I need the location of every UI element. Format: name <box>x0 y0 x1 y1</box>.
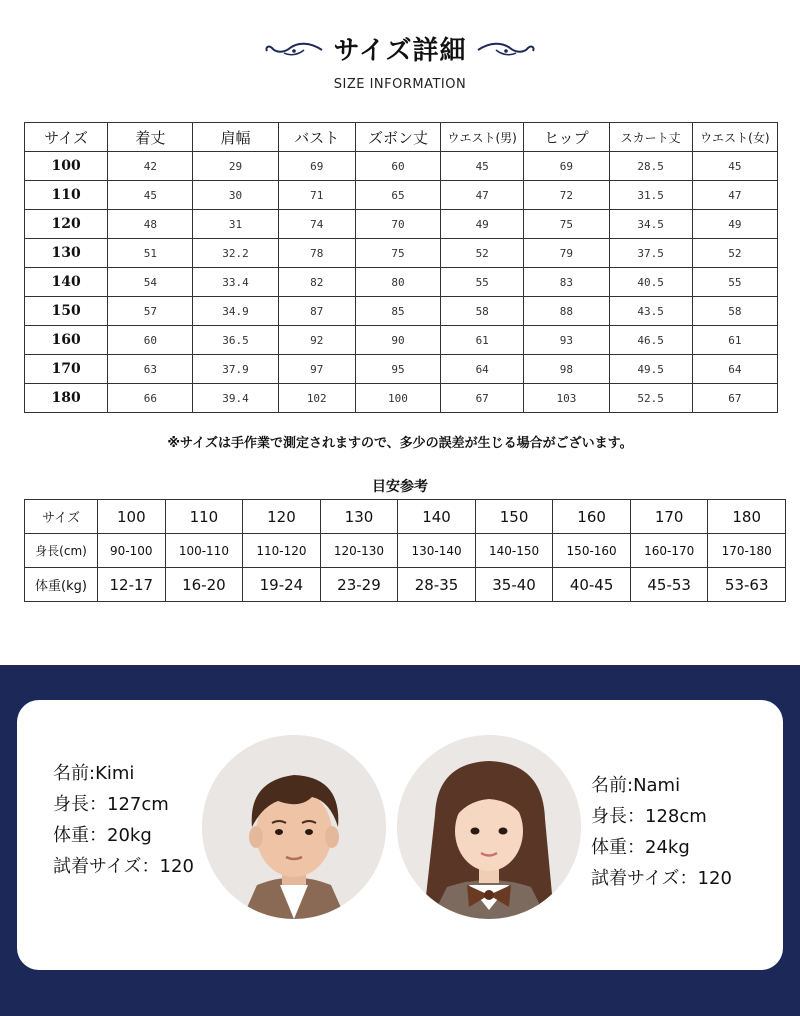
table-cell: 90 <box>355 326 440 355</box>
table-cell: 98 <box>524 355 609 384</box>
table-cell: 100 <box>98 500 166 534</box>
table-cell: 28-35 <box>398 568 476 602</box>
table-cell: 72 <box>524 181 609 210</box>
table-cell: 66 <box>108 384 193 413</box>
table-cell: 58 <box>692 297 777 326</box>
column-header: 肩幅 <box>193 123 278 152</box>
table-cell: 102 <box>278 384 355 413</box>
table-cell: 61 <box>441 326 524 355</box>
table-cell: 180 <box>708 500 786 534</box>
size-cell: 130 <box>25 239 108 268</box>
size-cell: 180 <box>25 384 108 413</box>
table-cell: 19-24 <box>243 568 321 602</box>
table-cell: 71 <box>278 181 355 210</box>
table-cell: 54 <box>108 268 193 297</box>
table-cell: 61 <box>692 326 777 355</box>
table-cell: 140 <box>398 500 476 534</box>
column-header: ヒップ <box>524 123 609 152</box>
reference-table <box>24 499 786 602</box>
table-row <box>25 239 778 268</box>
table-cell: 49.5 <box>609 355 692 384</box>
column-header: バスト <box>278 123 355 152</box>
boy-model-photo <box>202 735 386 919</box>
table-cell: 64 <box>441 355 524 384</box>
table-cell: 34.5 <box>609 210 692 239</box>
table-cell: 75 <box>524 210 609 239</box>
table-cell: 45 <box>108 181 193 210</box>
table-cell: 75 <box>355 239 440 268</box>
model-height: 身長：128cm <box>591 806 707 827</box>
size-cell: 110 <box>25 181 108 210</box>
table-cell: 40.5 <box>609 268 692 297</box>
table-cell: 83 <box>524 268 609 297</box>
table-row <box>25 297 778 326</box>
table-cell: 160-170 <box>630 534 708 568</box>
column-header: ウエスト(男) <box>441 123 524 152</box>
table-cell: 67 <box>441 384 524 413</box>
table-cell: 150-160 <box>553 534 631 568</box>
table-cell: 46.5 <box>609 326 692 355</box>
table-cell: 49 <box>692 210 777 239</box>
table-cell: 45 <box>692 152 777 181</box>
table-cell: 31 <box>193 210 278 239</box>
table-cell: 70 <box>355 210 440 239</box>
size-cell: 150 <box>25 297 108 326</box>
model-weight: 体重：20kg <box>53 825 152 846</box>
table-row <box>25 534 786 568</box>
model-height: 身長：127cm <box>53 794 169 815</box>
table-cell: 150 <box>475 500 553 534</box>
table-cell: 78 <box>278 239 355 268</box>
table-cell: 53-63 <box>708 568 786 602</box>
table-cell: 160 <box>553 500 631 534</box>
size-table <box>24 122 778 413</box>
model-fit-size: 試着サイズ：120 <box>591 868 732 889</box>
model-fit-size: 試着サイズ：120 <box>53 856 194 877</box>
table-cell: 12-17 <box>98 568 166 602</box>
table-cell: 37.5 <box>609 239 692 268</box>
size-cell: 170 <box>25 355 108 384</box>
table-cell: 64 <box>692 355 777 384</box>
column-header: サイズ <box>25 123 108 152</box>
column-header: ズボン丈 <box>355 123 440 152</box>
table-cell: 88 <box>524 297 609 326</box>
table-cell: 51 <box>108 239 193 268</box>
left-flourish-icon <box>264 39 324 59</box>
measurement-note: ※サイズは手作業で測定されますので、多少の誤差が生じる場合がございます。 <box>167 436 633 451</box>
row-label: 体重(kg) <box>25 568 98 602</box>
row-label: サイズ <box>25 500 98 534</box>
table-cell: 31.5 <box>609 181 692 210</box>
table-row <box>25 326 778 355</box>
table-cell: 47 <box>692 181 777 210</box>
model-card <box>17 700 783 970</box>
table-cell: 120-130 <box>320 534 398 568</box>
table-row <box>25 152 778 181</box>
table-cell: 100-110 <box>165 534 243 568</box>
table-cell: 67 <box>692 384 777 413</box>
table-cell: 52 <box>692 239 777 268</box>
table-cell: 90-100 <box>98 534 166 568</box>
table-row <box>25 181 778 210</box>
table-cell: 110-120 <box>243 534 321 568</box>
table-cell: 36.5 <box>193 326 278 355</box>
table-cell: 60 <box>355 152 440 181</box>
table-cell: 52 <box>441 239 524 268</box>
table-cell: 30 <box>193 181 278 210</box>
table-cell: 37.9 <box>193 355 278 384</box>
table-cell: 85 <box>355 297 440 326</box>
table-cell: 74 <box>278 210 355 239</box>
table-cell: 170 <box>630 500 708 534</box>
table-row <box>25 384 778 413</box>
model-info-nami <box>591 770 732 894</box>
table-cell: 35-40 <box>475 568 553 602</box>
size-cell: 120 <box>25 210 108 239</box>
right-flourish-icon <box>476 39 536 59</box>
table-cell: 57 <box>108 297 193 326</box>
table-cell: 34.9 <box>193 297 278 326</box>
table-cell: 170-180 <box>708 534 786 568</box>
table-cell: 45-53 <box>630 568 708 602</box>
table-cell: 79 <box>524 239 609 268</box>
size-cell: 100 <box>25 152 108 181</box>
size-cell: 140 <box>25 268 108 297</box>
column-header: ウエスト(女) <box>692 123 777 152</box>
table-cell: 28.5 <box>609 152 692 181</box>
table-cell: 103 <box>524 384 609 413</box>
table-cell: 82 <box>278 268 355 297</box>
page-subtitle: SIZE INFORMATION <box>333 77 467 92</box>
table-cell: 49 <box>441 210 524 239</box>
table-cell: 55 <box>441 268 524 297</box>
table-cell: 69 <box>278 152 355 181</box>
table-cell: 130 <box>320 500 398 534</box>
reference-title: 目安参考 <box>372 479 428 495</box>
table-cell: 92 <box>278 326 355 355</box>
table-cell: 16-20 <box>165 568 243 602</box>
table-row <box>25 210 778 239</box>
table-cell: 48 <box>108 210 193 239</box>
table-row <box>25 568 786 602</box>
table-row <box>25 355 778 384</box>
table-cell: 95 <box>355 355 440 384</box>
table-cell: 32.2 <box>193 239 278 268</box>
table-cell: 39.4 <box>193 384 278 413</box>
table-cell: 58 <box>441 297 524 326</box>
column-header: 着丈 <box>108 123 193 152</box>
table-cell: 40-45 <box>553 568 631 602</box>
table-cell: 45 <box>441 152 524 181</box>
table-cell: 100 <box>355 384 440 413</box>
table-cell: 130-140 <box>398 534 476 568</box>
table-cell: 23-29 <box>320 568 398 602</box>
table-row <box>25 500 786 534</box>
page-title: サイズ詳細 <box>333 36 467 66</box>
header <box>0 30 800 92</box>
row-label: 身長(cm) <box>25 534 98 568</box>
table-cell: 47 <box>441 181 524 210</box>
table-cell: 120 <box>243 500 321 534</box>
model-info-kimi <box>53 758 194 882</box>
table-cell: 42 <box>108 152 193 181</box>
table-cell: 93 <box>524 326 609 355</box>
size-table-header-row <box>25 123 778 152</box>
column-header: スカート丈 <box>609 123 692 152</box>
table-cell: 52.5 <box>609 384 692 413</box>
table-cell: 65 <box>355 181 440 210</box>
table-cell: 110 <box>165 500 243 534</box>
table-cell: 80 <box>355 268 440 297</box>
table-cell: 33.4 <box>193 268 278 297</box>
size-cell: 160 <box>25 326 108 355</box>
model-weight: 体重：24kg <box>591 837 690 858</box>
table-cell: 55 <box>692 268 777 297</box>
model-name: 名前:Kimi <box>53 763 135 784</box>
table-cell: 63 <box>108 355 193 384</box>
girl-model-photo <box>397 735 581 919</box>
table-cell: 140-150 <box>475 534 553 568</box>
table-cell: 29 <box>193 152 278 181</box>
table-row <box>25 268 778 297</box>
table-cell: 87 <box>278 297 355 326</box>
table-cell: 60 <box>108 326 193 355</box>
table-cell: 43.5 <box>609 297 692 326</box>
table-cell: 97 <box>278 355 355 384</box>
model-name: 名前:Nami <box>591 775 681 796</box>
table-cell: 69 <box>524 152 609 181</box>
